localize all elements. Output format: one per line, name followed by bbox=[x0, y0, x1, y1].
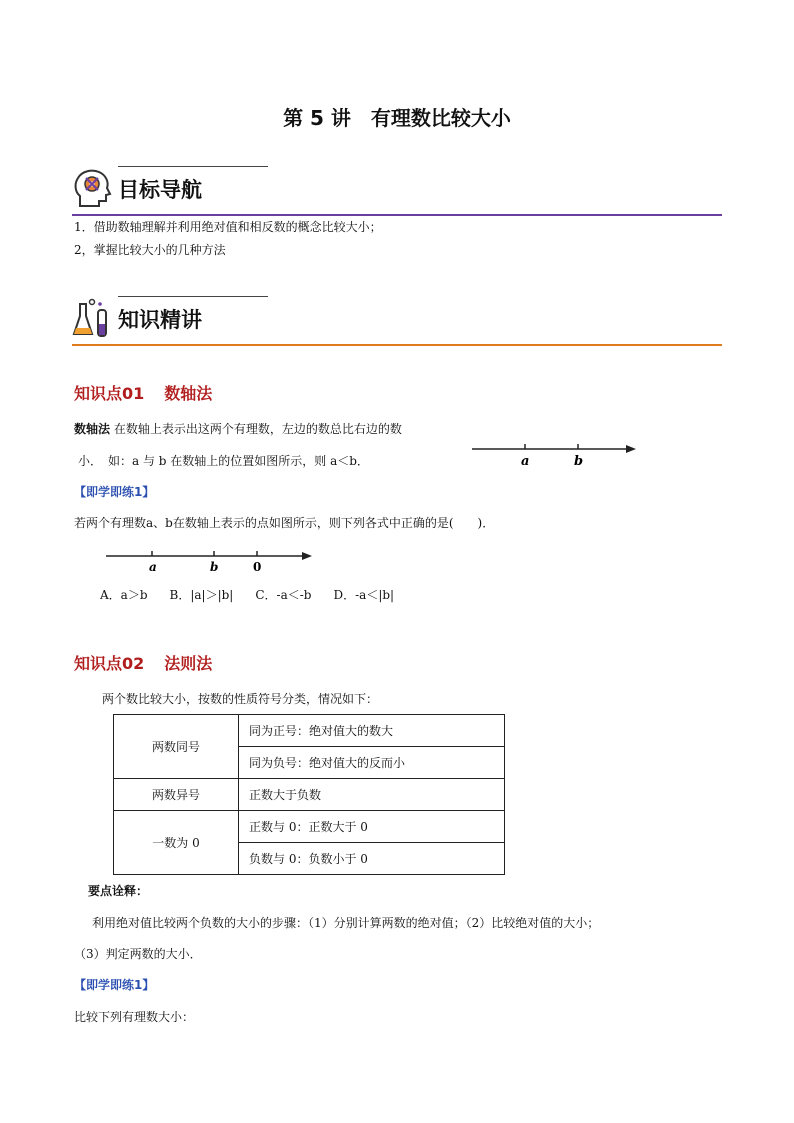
number-line-ab bbox=[470, 440, 640, 470]
kp-number: 知识点02 bbox=[74, 654, 145, 673]
section-heading: 目标导航 bbox=[118, 178, 202, 202]
notes-line-1: 利用绝对值比较两个负数的大小的步骤：（1）分别计算两数的绝对值；（2）比较绝对值的大小； bbox=[92, 916, 600, 930]
knowledge-point-heading bbox=[74, 381, 212, 404]
table-cell-group-label: 两数异号 bbox=[114, 779, 239, 811]
head-gears-icon bbox=[72, 166, 114, 210]
bold-term: 数轴法 bbox=[74, 422, 111, 436]
table-cell: 负数与 0：负数小于 0 bbox=[239, 843, 505, 875]
table-cell: 同为负号：绝对值大的反而小 bbox=[239, 747, 505, 779]
table-row bbox=[114, 715, 505, 747]
page-title: 第 5 讲 有理数比较大小 bbox=[283, 106, 511, 130]
header-top-line bbox=[118, 166, 268, 167]
table-row bbox=[114, 811, 505, 843]
kp-name: 数轴法 bbox=[164, 384, 213, 403]
axis-label-a: a bbox=[521, 454, 530, 469]
notes-heading: 要点诠释： bbox=[88, 884, 149, 898]
table-row bbox=[114, 779, 505, 811]
table-cell: 正数与 0：正数大于 0 bbox=[239, 811, 505, 843]
section-header-goals bbox=[72, 166, 722, 216]
kp1-text-line1 bbox=[74, 420, 474, 438]
notes-line-2: （3）判定两数的大小． bbox=[74, 947, 202, 961]
section-heading: 知识精讲 bbox=[118, 308, 202, 332]
answer-options bbox=[100, 586, 416, 604]
table-cell: 同为正号：绝对值大的数大 bbox=[239, 715, 505, 747]
practice-question: 比较下列有理数大小： bbox=[74, 1010, 195, 1024]
section-header-knowledge bbox=[72, 296, 722, 346]
kp-number: 知识点01 bbox=[74, 384, 145, 403]
number-line-ab0 bbox=[104, 548, 319, 576]
kp1-sentence: 在数轴上表示出这两个有理数，左边的数总比右边的数 bbox=[110, 422, 402, 436]
practice-question: 若两个有理数a、b在数轴上表示的点如图所示，则下列各式中正确的是( )． bbox=[74, 516, 495, 530]
kp1-text-line2: 小． 如：a 与 b 在数轴上的位置如图所示，则 a＜b． bbox=[78, 454, 369, 468]
section-rule bbox=[72, 344, 722, 346]
knowledge-point-heading bbox=[74, 651, 212, 674]
axis-label-b: b bbox=[210, 560, 219, 574]
goal-item-1: 1．借助数轴理解并利用绝对值和相反数的概念比较大小； bbox=[74, 220, 382, 234]
practice-label: 【即学即练1】 bbox=[74, 978, 155, 992]
practice-label: 【即学即练1】 bbox=[74, 485, 155, 499]
comparison-rules-table bbox=[113, 714, 505, 875]
table-cell: 正数大于负数 bbox=[239, 779, 505, 811]
header-top-line bbox=[118, 296, 268, 297]
kp2-intro: 两个数比较大小，按数的性质符号分类，情况如下： bbox=[102, 692, 379, 706]
lab-flask-icon bbox=[72, 298, 114, 340]
goal-item-2: 2，掌握比较大小的几种方法 bbox=[74, 243, 226, 257]
option-d: D．-a＜|b| bbox=[333, 588, 395, 602]
axis-label-a: a bbox=[149, 560, 157, 574]
table-cell-group-label: 两数同号 bbox=[114, 715, 239, 779]
axis-label-zero: 0 bbox=[253, 560, 262, 574]
kp-name: 法则法 bbox=[164, 654, 213, 673]
axis-label-b: b bbox=[574, 454, 584, 469]
option-b: B．|a|＞|b| bbox=[169, 588, 234, 602]
section-rule bbox=[72, 214, 722, 216]
table-cell-group-label: 一数为 0 bbox=[114, 811, 239, 875]
option-a: A．a＞b bbox=[100, 588, 148, 602]
option-c: C．-a＜-b bbox=[255, 588, 312, 602]
